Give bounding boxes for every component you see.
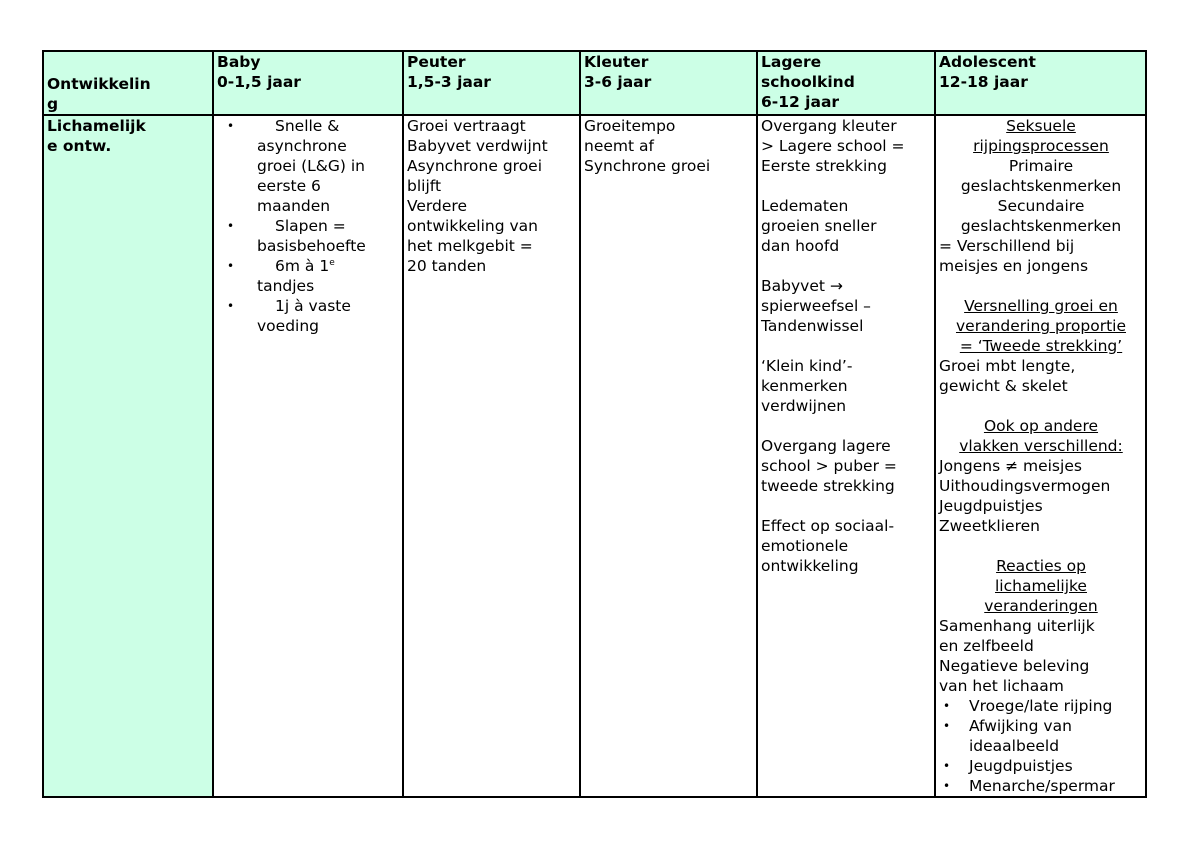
cell-text: kenmerken bbox=[761, 377, 848, 395]
list-item bbox=[939, 716, 1143, 756]
cell-text: neemt af bbox=[584, 137, 654, 155]
cell-text: Babyvet verdwijnt bbox=[407, 137, 548, 155]
cell-text: Groei vertraagt bbox=[407, 117, 526, 135]
section-heading: = ‘Tweede strekking’ bbox=[959, 337, 1123, 355]
cell-peuter bbox=[403, 115, 580, 797]
superscript: e bbox=[329, 257, 335, 268]
section-heading: Ook op andere bbox=[983, 417, 1099, 435]
cell-text: Asynchrone groei bbox=[407, 157, 543, 175]
cell-text: en zelfbeeld bbox=[939, 637, 1034, 655]
section-heading: verandering proportie bbox=[955, 317, 1126, 335]
cell-text: ‘Klein kind’- bbox=[761, 357, 853, 375]
header-kleuter bbox=[580, 51, 757, 115]
cell-text: gewicht & skelet bbox=[939, 377, 1068, 395]
cell-text: asynchrone bbox=[257, 137, 347, 155]
header-text: 1,5-3 jaar bbox=[407, 73, 491, 91]
section-heading: Reacties op bbox=[996, 557, 1086, 575]
header-text: Lagere bbox=[761, 53, 822, 71]
cell-text: Overgang lagere bbox=[761, 437, 891, 455]
cell-text: Ledematen bbox=[761, 197, 849, 215]
cell-text: • Slapen = bbox=[275, 217, 346, 235]
cell-text: > Lagere school = bbox=[761, 137, 905, 155]
cell-text: = Verschillend bij bbox=[939, 237, 1075, 255]
cell-text: tandjes bbox=[257, 277, 315, 295]
cell-text: eerste 6 bbox=[257, 177, 321, 195]
header-text: Baby bbox=[217, 53, 261, 71]
cell-text: Groeitempo bbox=[584, 117, 676, 135]
cell-lagere-schoolkind bbox=[757, 115, 935, 797]
cell-text: blijft bbox=[407, 177, 442, 195]
section-heading: vlakken verschillend: bbox=[959, 437, 1123, 455]
cell-text: Samenhang uiterlijk bbox=[939, 617, 1095, 635]
header-text: 6-12 jaar bbox=[761, 93, 840, 111]
header-peuter bbox=[403, 51, 580, 115]
cell-text: groei (L&G) in bbox=[257, 157, 366, 175]
cell-text: Overgang kleuter bbox=[761, 117, 897, 135]
cell-text: meisjes en jongens bbox=[939, 257, 1089, 275]
section-heading: rijpingsprocessen bbox=[973, 137, 1109, 155]
header-text: Peuter bbox=[407, 53, 466, 71]
cell-text: verdwijnen bbox=[761, 397, 847, 415]
development-table bbox=[42, 50, 1147, 798]
header-text: Kleuter bbox=[584, 53, 649, 71]
cell-text: Tandenwissel bbox=[761, 317, 864, 335]
header-lagere-schoolkind bbox=[757, 51, 935, 115]
cell-text: • Afwijking van bbox=[969, 717, 1072, 735]
header-text: schoolkind bbox=[761, 73, 855, 91]
cell-text: dan hoofd bbox=[761, 237, 840, 255]
header-baby bbox=[213, 51, 403, 115]
cell-text: emotionele bbox=[761, 537, 849, 555]
cell-text: ontwikkeling bbox=[761, 557, 859, 575]
cell-text: • 1j à vaste bbox=[275, 297, 351, 315]
table-row bbox=[43, 115, 1146, 797]
cell-text: Jongens ≠ meisjes bbox=[939, 457, 1082, 475]
cell-text: Uithoudingsvermogen bbox=[939, 477, 1111, 495]
section-heading: Versnelling groei en bbox=[964, 297, 1118, 315]
section-heading: Seksuele bbox=[1006, 117, 1076, 135]
cell-text: • Menarche/spermar bbox=[969, 777, 1115, 795]
cell-text: maanden bbox=[257, 197, 331, 215]
header-text: Ontwikkelin bbox=[47, 75, 151, 93]
cell-baby bbox=[213, 115, 403, 797]
cell-text: geslachtskenmerken bbox=[960, 177, 1122, 195]
cell-text: Eerste strekking bbox=[761, 157, 887, 175]
cell-text: ontwikkeling van bbox=[407, 217, 539, 235]
list-item bbox=[939, 756, 1143, 776]
cell-text: Negatieve beleving bbox=[939, 657, 1090, 675]
cell-text: groeien sneller bbox=[761, 217, 877, 235]
cell-text: tweede strekking bbox=[761, 477, 895, 495]
header-row bbox=[43, 51, 1146, 115]
header-text: g bbox=[47, 95, 59, 113]
list-item bbox=[217, 116, 400, 216]
cell-text: 20 tanden bbox=[407, 257, 487, 275]
cell-text: geslachtskenmerken bbox=[960, 217, 1122, 235]
header-adolescent bbox=[935, 51, 1146, 115]
list-item bbox=[217, 216, 400, 256]
cell-text: • Snelle & bbox=[275, 117, 340, 135]
cell-text: 6m à 1 bbox=[275, 257, 330, 275]
cell-text: voeding bbox=[257, 317, 319, 335]
cell-text: Jeugdpuistjes bbox=[939, 497, 1043, 515]
adolescent-list bbox=[939, 696, 1143, 796]
header-text: 0-1,5 jaar bbox=[217, 73, 301, 91]
baby-list bbox=[217, 116, 400, 336]
cell-text: Secundaire bbox=[997, 197, 1085, 215]
cell-text: • Jeugdpuistjes bbox=[969, 757, 1073, 775]
cell-text: Primaire bbox=[1008, 157, 1074, 175]
cell-text: Effect op sociaal- bbox=[761, 517, 895, 535]
row-label-text: e ontw. bbox=[47, 137, 112, 155]
cell-text: het melkgebit = bbox=[407, 237, 533, 255]
section-heading: lichamelijke bbox=[995, 577, 1087, 595]
cell-text: Babyvet → bbox=[761, 277, 843, 295]
list-item bbox=[217, 256, 400, 296]
cell-text: basisbehoefte bbox=[257, 237, 366, 255]
cell-adolescent bbox=[935, 115, 1146, 797]
cell-text: Groei mbt lengte, bbox=[939, 357, 1076, 375]
section-heading: veranderingen bbox=[984, 597, 1098, 615]
cell-text: spierweefsel – bbox=[761, 297, 871, 315]
header-text: Adolescent bbox=[939, 53, 1036, 71]
cell-text: Zweetklieren bbox=[939, 517, 1040, 535]
cell-text: school > puber = bbox=[761, 457, 897, 475]
cell-text: Synchrone groei bbox=[584, 157, 711, 175]
header-text: 3-6 jaar bbox=[584, 73, 652, 91]
cell-text: ideaalbeeld bbox=[969, 737, 1060, 755]
cell-kleuter bbox=[580, 115, 757, 797]
row-label bbox=[43, 115, 213, 797]
header-development bbox=[43, 51, 213, 115]
cell-text: • Vroege/late rijping bbox=[969, 697, 1113, 715]
cell-text: van het lichaam bbox=[939, 677, 1064, 695]
cell-text: Verdere bbox=[407, 197, 467, 215]
header-text: 12-18 jaar bbox=[939, 73, 1028, 91]
list-item bbox=[939, 696, 1143, 716]
row-label-text: Lichamelijk bbox=[47, 117, 146, 135]
list-item bbox=[939, 776, 1143, 796]
list-item bbox=[217, 296, 400, 336]
